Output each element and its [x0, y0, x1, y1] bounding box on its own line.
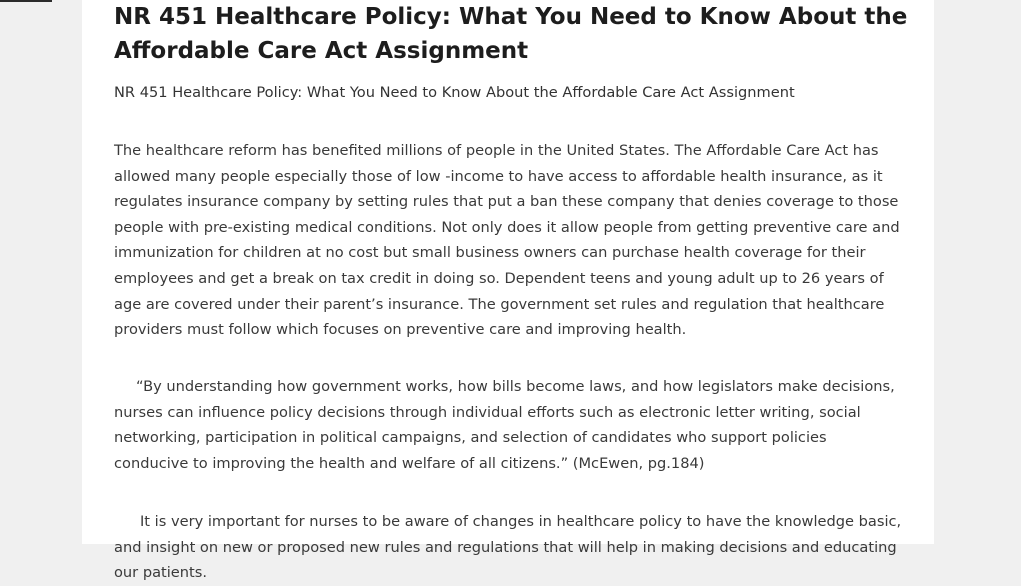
paragraph-healthcare-reform: The healthcare reform has benefited millions of people in the United States. The Affordable Care Act has allowed many people especially those of low -income to have access to affordable health insurance, as it regulates insurance company by setting rules that put a ban these company that denies coverage to those people with pre-existing medical conditions. Not only does it allow people from getting preventive care and immunization for children at no cost but small business owners can purchase health coverage for their employees and get a break on tax credit in doing so. Dependent teens and young adult up to 26 years of age are covered under their parent’s insurance. The government set rules and regulation that healthcare providers must follow which focuses on preventive care and improving health. [114, 142, 900, 339]
top-divider-line [0, 0, 52, 2]
article-container [82, 0, 934, 582]
paragraph-quote-mcewen: “By understanding how government works, how bills become laws, and how legislators make decisions, nurses can influence policy decisions through individual efforts such as electronic letter writing, social networking, participation in political campaigns, and selection of candidates who support policies conducive to improving the health and welfare of all citizens.” (McEwen, pg.184) [114, 378, 895, 472]
page-title: NR 451 Healthcare Policy: What You Need to Know About the Affordable Care Act Assignment [114, 4, 908, 64]
paragraph-nurses-awareness: It is very important for nurses to be aware of changes in healthcare policy to have the knowledge basic, and insight on new or proposed new rules and regulations that will help in making decisions and educating our patients. [114, 513, 902, 582]
article-subtitle: NR 451 Healthcare Policy: What You Need to Know About the Affordable Care Act Assignment [114, 84, 795, 101]
